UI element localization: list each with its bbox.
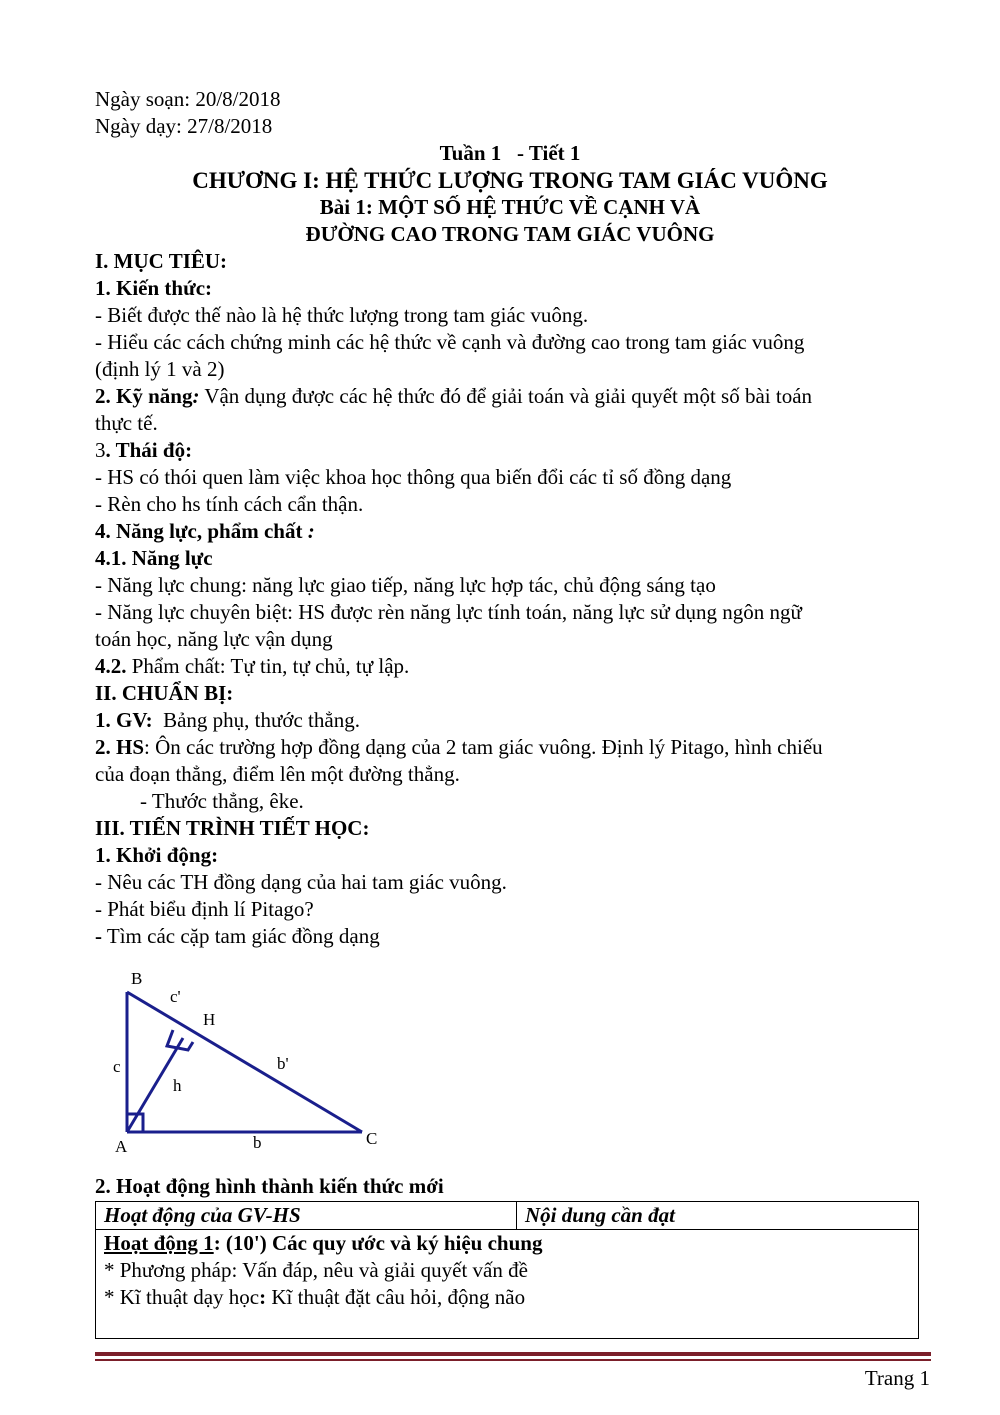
warmup-dash: - — [95, 924, 102, 948]
quality-text: Phẩm chất: Tự tin, tự chủ, tự lập. — [126, 654, 410, 678]
competence-line — [95, 518, 925, 545]
label-vertex-h: H — [203, 1010, 216, 1029]
label-vertex-c: C — [366, 1129, 378, 1148]
table-header-content: Nội dung cần đạt — [517, 1202, 919, 1230]
warmup-item — [95, 923, 925, 950]
footer-rule-thick — [95, 1352, 931, 1356]
label-altitude-h: h — [173, 1076, 182, 1095]
label-vertex-b: B — [131, 969, 143, 988]
section-preparation: II. CHUẨN BỊ: — [95, 681, 234, 705]
page-number: Trang 1 — [864, 1366, 930, 1390]
warmup-heading: 1. Khởi động: — [95, 843, 219, 867]
skills-text: Vận dụng được các hệ thức đó để giải toán và giải quyết một số bài toán — [199, 384, 813, 408]
warmup-item: - Phát biểu định lí Pitago? — [95, 897, 314, 921]
student-text: : Ôn các trường hợp đồng dạng của 2 tam giác vuông. Định lý Pitago, hình chiếu — [144, 735, 823, 759]
skills-text-cont: thực tế. — [95, 411, 158, 435]
skills-heading: 2. Kỹ năng — [95, 384, 193, 408]
competence-item-cont: toán học, năng lực vận dụng — [95, 627, 333, 651]
activity-1-title — [104, 1230, 910, 1257]
label-side-b: b — [253, 1133, 262, 1152]
technique-colon: : — [259, 1285, 267, 1309]
activity-table — [95, 1201, 919, 1339]
teach-date: Ngày dạy: 27/8/2018 — [95, 114, 273, 138]
document-body — [95, 86, 925, 950]
quality-line — [95, 653, 925, 680]
competence-item: - Năng lực chuyên biệt: HS được rèn năng lực tính toán, năng lực sử dụng ngôn ngữ — [95, 600, 802, 624]
label-side-c: c — [113, 1057, 121, 1076]
table-header-row — [96, 1202, 919, 1230]
student-text-cont: của đoạn thẳng, điểm lên một đường thẳng. — [95, 762, 460, 786]
student-prep — [95, 734, 925, 761]
attitude-item: - Rèn cho hs tính cách cẩn thận. — [95, 492, 364, 516]
footer-rule-thin — [95, 1359, 931, 1361]
right-triangle-figure — [95, 965, 415, 1165]
attitude-number: 3 — [95, 438, 106, 462]
attitude-heading: . Thái độ: — [105, 438, 193, 462]
attitude-line — [95, 437, 925, 464]
student-label: 2. HS — [95, 735, 145, 759]
quality-number: 4.2. — [95, 654, 127, 678]
section-procedure: III. TIẾN TRÌNH TIẾT HỌC: — [95, 816, 370, 840]
prep-date: Ngày soạn: 20/8/2018 — [95, 87, 281, 111]
skills-line — [95, 383, 925, 410]
attitude-item: - HS có thói quen làm việc khoa học thông qua biến đổi các tỉ số đồng dạng — [95, 465, 732, 489]
table-header-teacher-student: Hoạt động của GV-HS — [96, 1202, 517, 1230]
label-b-prime: b' — [277, 1054, 289, 1073]
activity-1-method: * Phương pháp: Vấn đáp, nêu và giải quyết vấn đề — [104, 1258, 528, 1282]
label-vertex-a: A — [115, 1137, 128, 1156]
label-c-prime: c' — [170, 987, 181, 1006]
knowledge-item: - Biết được thế nào là hệ thức lượng trong tam giác vuông. — [95, 303, 589, 327]
competence-item: - Năng lực chung: năng lực giao tiếp, năng lực hợp tác, chủ động sáng tạo — [95, 573, 716, 597]
lesson-title-2: ĐƯỜNG CAO TRONG TAM GIÁC VUÔNG — [305, 222, 715, 246]
warmup-item: - Nêu các TH đồng dạng của hai tam giác vuông. — [95, 870, 507, 894]
technique-label: * Kĩ thuật dạy học — [104, 1285, 260, 1309]
teacher-text: Bảng phụ, thước thẳng. — [152, 708, 360, 732]
activity-section-heading: 2. Hoạt động hình thành kiến thức mới — [95, 1174, 444, 1198]
week-period: Tuần 1 - Tiết 1 — [439, 141, 581, 165]
teacher-label: 1. GV: — [95, 708, 153, 732]
activity-1-text: : (10') Các quy ước và ký hiệu chung — [213, 1231, 543, 1255]
knowledge-item: - Hiểu các cách chứng minh các hệ thức về cạnh và đường cao trong tam giác vuông — [95, 330, 805, 354]
lesson-title-1: Bài 1: MỘT SỐ HỆ THỨC VỀ CẠNH VÀ — [319, 195, 701, 219]
table-row — [96, 1230, 919, 1339]
teacher-prep — [95, 707, 925, 734]
student-tools: - Thước thẳng, êke. — [140, 789, 304, 813]
technique-text: Kĩ thuật đặt câu hỏi, động não — [266, 1285, 526, 1309]
section-objectives: I. MỤC TIÊU: — [95, 249, 228, 273]
knowledge-heading: 1. Kiến thức: — [95, 276, 213, 300]
knowledge-item-cont: (định lý 1 và 2) — [95, 357, 225, 381]
competence-colon: : — [302, 519, 315, 543]
right-angle-mark-h — [167, 1030, 193, 1050]
activity-1-cell — [96, 1230, 919, 1339]
activity-1-technique — [104, 1284, 910, 1311]
competence-heading: 4. Năng lực, phẩm chất — [95, 519, 303, 543]
warmup-text: Tìm các cặp tam giác đồng dạng — [102, 924, 380, 948]
competence-sub-heading: 4.1. Năng lực — [95, 546, 213, 570]
activity-1-label: Hoạt động 1 — [104, 1231, 214, 1255]
side-bc — [127, 992, 362, 1132]
skills-colon: : — [192, 384, 200, 408]
chapter-title: CHƯƠNG I: HỆ THỨC LƯỢNG TRONG TAM GIÁC VUÔNG — [192, 168, 828, 193]
